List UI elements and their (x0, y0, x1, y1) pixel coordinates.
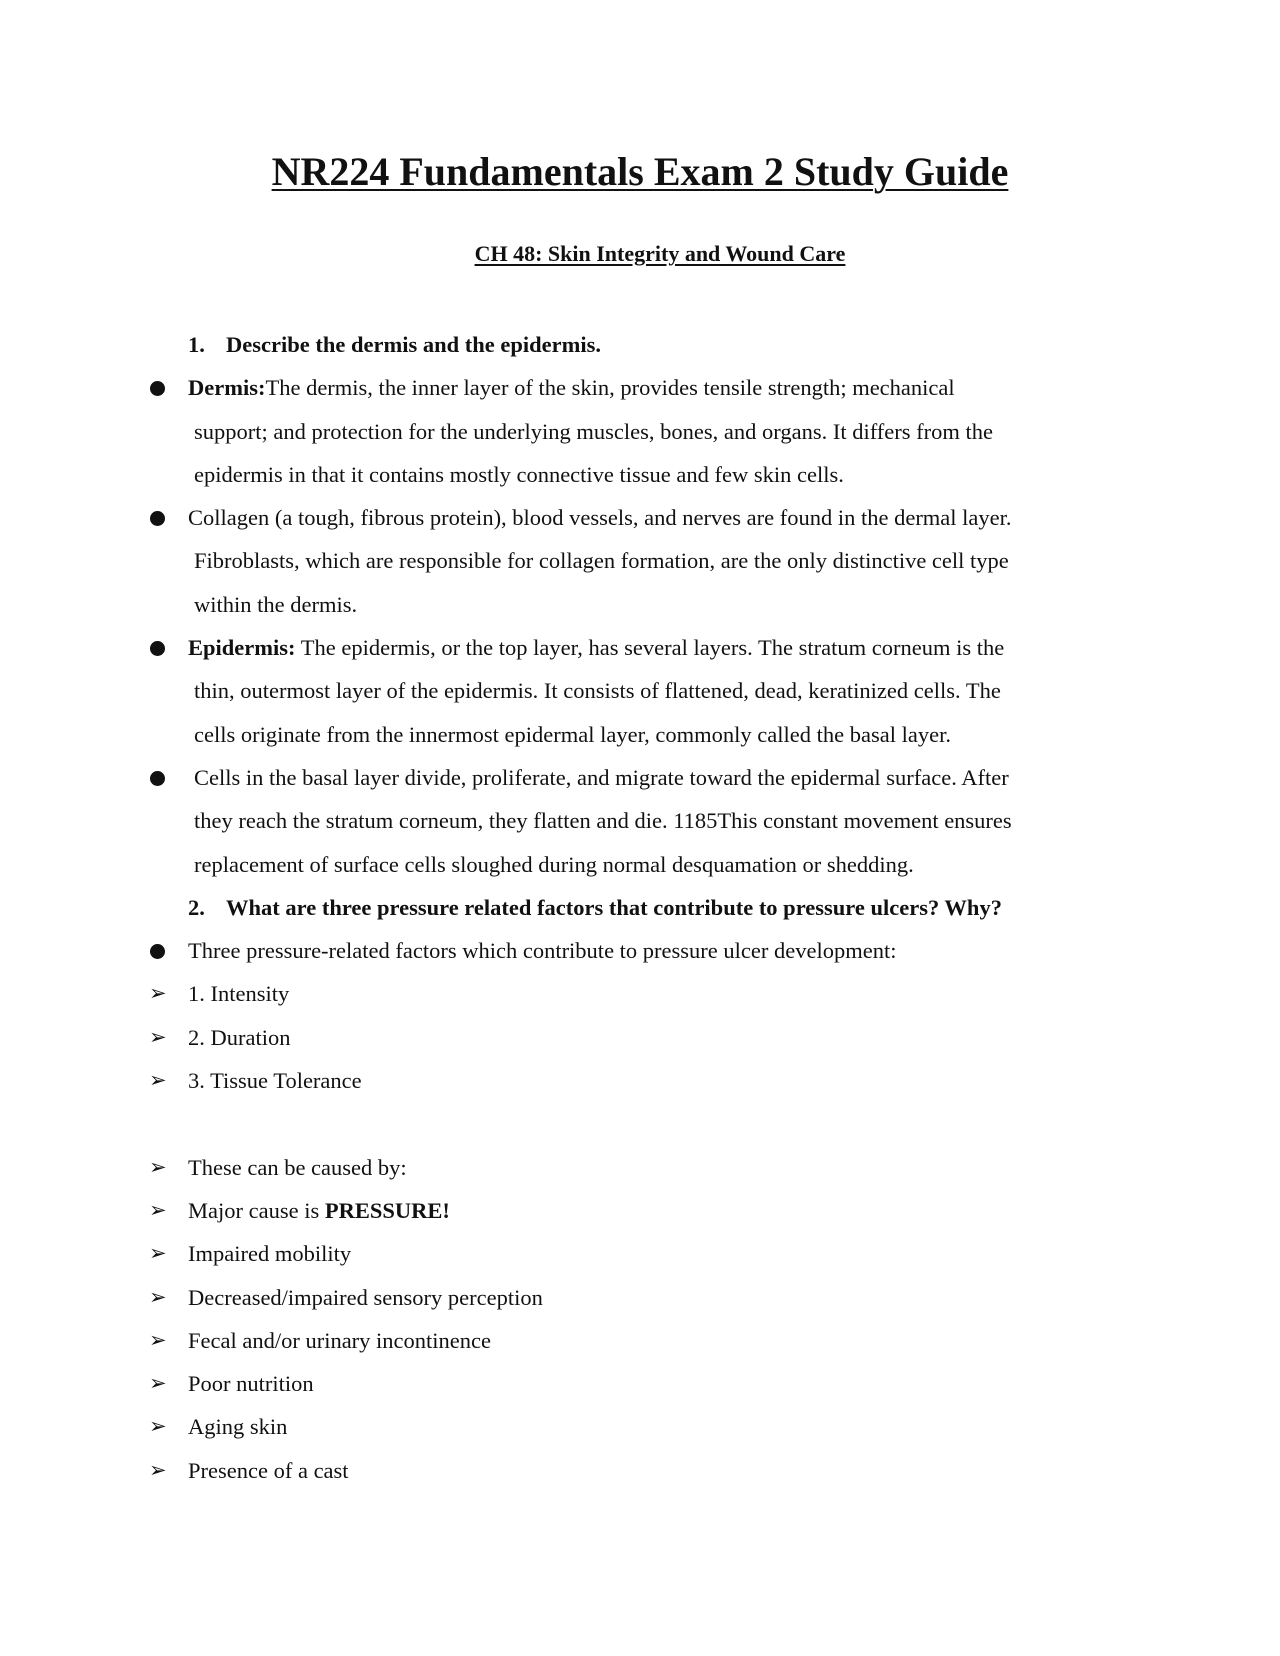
arrow-bullet-icon: ➢ (149, 1414, 167, 1439)
chapter-heading: CH 48: Skin Integrity and Wound Care (474, 241, 846, 266)
bullet-icon (150, 641, 165, 656)
list-item (0, 972, 1280, 1015)
arrow-bullet-icon: ➢ (149, 1457, 167, 1482)
list-item (0, 626, 1280, 669)
list-item (0, 366, 1280, 409)
list-item (0, 1276, 1280, 1319)
causes-intro-text: These can be caused by: (188, 1154, 407, 1180)
blank-line (0, 1102, 1280, 1145)
paragraph-line: epidermis in that it contains mostly connective tissue and few skin cells. (194, 461, 844, 487)
bullet-icon (150, 381, 165, 396)
arrow-bullet-icon: ➢ (149, 1371, 167, 1396)
cause-text: Impaired mobility (188, 1241, 352, 1267)
major-cause-emphasis: PRESSURE! (324, 1197, 450, 1223)
paragraph-line: within the dermis. (194, 591, 358, 617)
arrow-bullet-icon: ➢ (149, 1284, 167, 1309)
question-2 (0, 886, 1280, 929)
paragraph-text: Collagen (a tough, fibrous protein), blood vessels, and nerves are found in the dermal layer. (188, 505, 1012, 531)
arrow-bullet-icon: ➢ (149, 1197, 167, 1222)
paragraph-text: The epidermis, or the top layer, has several layers. The stratum corneum is the (295, 635, 1005, 661)
paragraph-line: Fibroblasts, which are responsible for collagen formation, are the only distinctive cell type (194, 548, 1009, 574)
list-item (0, 1189, 1280, 1232)
list-item (0, 1319, 1280, 1362)
arrow-bullet-icon: ➢ (149, 1024, 167, 1049)
factor-text: 3. Tissue Tolerance (188, 1068, 362, 1094)
list-item (0, 756, 1280, 799)
major-cause-prefix: Major cause is (188, 1197, 325, 1223)
bullet-icon (150, 511, 165, 526)
arrow-bullet-icon: ➢ (149, 1154, 167, 1179)
list-item (0, 1405, 1280, 1448)
paragraph-line: cells originate from the innermost epidermal layer, commonly called the basal layer. (194, 721, 951, 747)
list-item (0, 1146, 1280, 1189)
question-number: 1. (188, 332, 205, 357)
arrow-bullet-icon: ➢ (149, 1241, 167, 1266)
list-item (0, 929, 1280, 972)
question-number: 2. (188, 894, 205, 920)
bullet-icon (150, 771, 165, 786)
list-item (0, 1449, 1280, 1492)
paragraph-line: replacement of surface cells sloughed during normal desquamation or shedding. (194, 851, 914, 877)
factor-text: 1. Intensity (188, 981, 290, 1007)
cause-text: Fecal and/or urinary incontinence (188, 1327, 492, 1353)
list-item (0, 496, 1280, 539)
term-label: Dermis: (188, 375, 266, 401)
paragraph-text: Three pressure-related factors which contribute to pressure ulcer development: (188, 938, 897, 964)
document-body (0, 323, 1280, 1492)
paragraph-line: thin, outermost layer of the epidermis. It consists of flattened, dead, keratinized cells. The (194, 678, 1001, 704)
factor-text: 2. Duration (188, 1024, 291, 1050)
cause-text: Presence of a cast (188, 1457, 349, 1483)
paragraph-text: The dermis, the inner layer of the skin, provides tensile strength; mechanical (265, 375, 955, 401)
paragraph-text: Cells in the basal layer divide, proliferate, and migrate toward the epidermal surface. After (194, 764, 1009, 790)
paragraph-line: they reach the stratum corneum, they flatten and die. 1185This constant movement ensures (194, 808, 1012, 834)
cause-text: Aging skin (188, 1414, 288, 1440)
document-title: NR224 Fundamentals Exam 2 Study Guide (271, 149, 1009, 194)
term-label: Epidermis: (188, 635, 296, 661)
list-item (0, 1232, 1280, 1275)
bullet-icon (150, 944, 165, 959)
question-1 (0, 323, 1280, 366)
list-item (0, 1362, 1280, 1405)
cause-text: Poor nutrition (188, 1371, 314, 1397)
paragraph-line: support; and protection for the underlying muscles, bones, and organs. It differs from the (194, 418, 993, 444)
arrow-bullet-icon: ➢ (149, 1327, 167, 1352)
question-text: What are three pressure related factors that contribute to pressure ulcers? Why? (226, 894, 1002, 920)
list-item (0, 1016, 1280, 1059)
question-text: Describe the dermis and the epidermis. (226, 332, 601, 357)
arrow-bullet-icon: ➢ (149, 981, 167, 1006)
cause-text: Decreased/impaired sensory perception (188, 1284, 543, 1310)
arrow-bullet-icon: ➢ (149, 1068, 167, 1093)
list-item (0, 1059, 1280, 1102)
